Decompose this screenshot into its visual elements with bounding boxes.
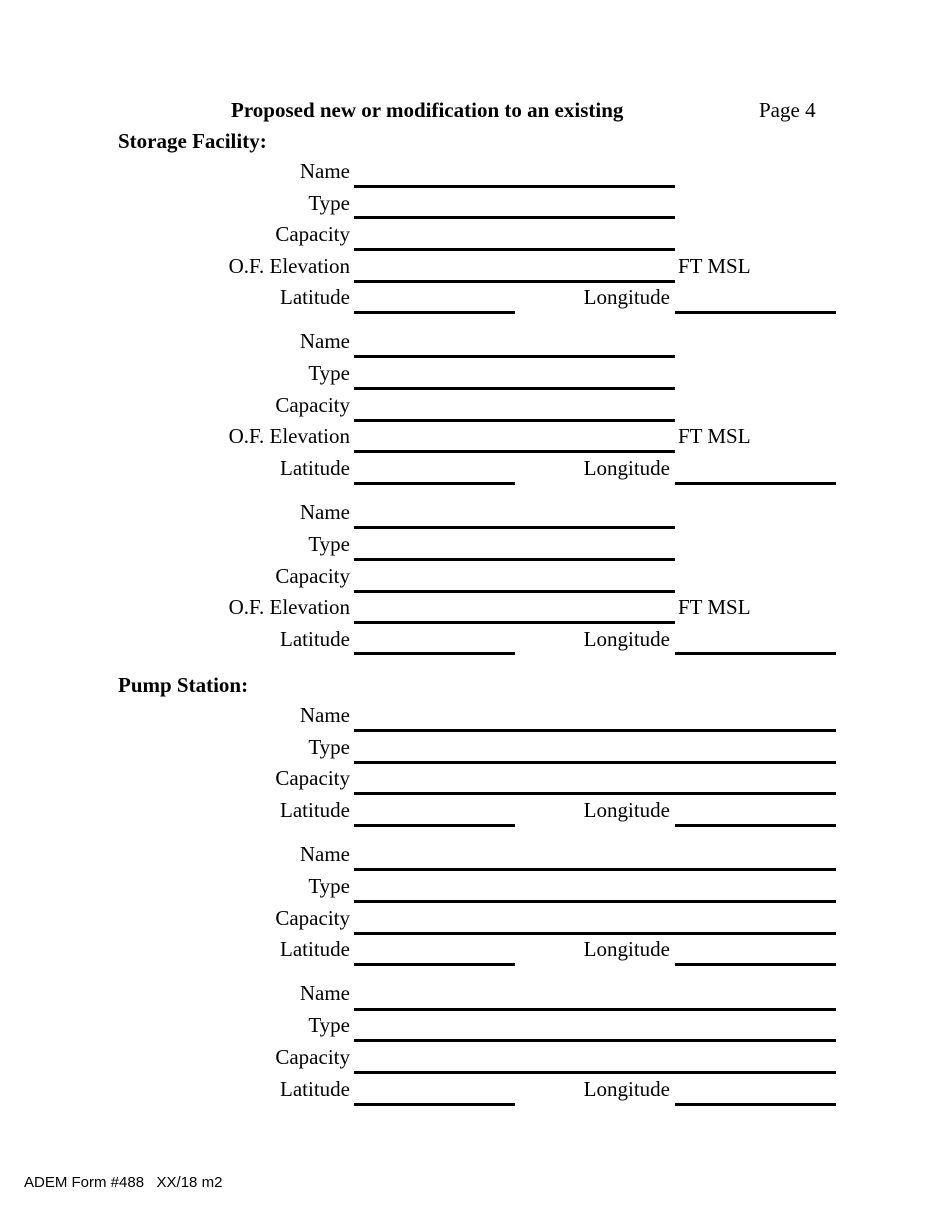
latitude-field[interactable]: [354, 311, 515, 314]
page-number: Page 4: [759, 98, 816, 122]
capacity-label: Capacity: [275, 1045, 350, 1069]
name-label: Name: [299, 159, 350, 183]
latitude-label: Latitude: [280, 937, 350, 961]
ft-msl-unit: FT MSL: [678, 424, 751, 448]
type-field[interactable]: [354, 900, 836, 903]
capacity-label: Capacity: [275, 393, 350, 417]
longitude-label: Longitude: [583, 798, 670, 822]
type-label: Type: [308, 361, 350, 385]
elevation-label: O.F. Elevation: [228, 424, 350, 448]
name-field[interactable]: [354, 526, 675, 529]
name-field[interactable]: [354, 868, 836, 871]
latitude-label: Latitude: [280, 1077, 350, 1101]
type-label: Type: [308, 1013, 350, 1037]
name-label: Name: [299, 842, 350, 866]
type-field[interactable]: [354, 761, 836, 764]
type-field[interactable]: [354, 1039, 836, 1042]
name-label: Name: [299, 703, 350, 727]
capacity-label: Capacity: [275, 222, 350, 246]
capacity-field[interactable]: [354, 248, 675, 251]
elevation-field[interactable]: [354, 450, 675, 453]
type-field[interactable]: [354, 558, 675, 561]
form-title: Proposed new or modification to an existing: [231, 98, 624, 122]
capacity-label: Capacity: [275, 564, 350, 588]
latitude-field[interactable]: [354, 963, 515, 966]
latitude-label: Latitude: [280, 627, 350, 651]
capacity-field[interactable]: [354, 792, 836, 795]
type-label: Type: [308, 735, 350, 759]
ft-msl-unit: FT MSL: [678, 595, 751, 619]
latitude-field[interactable]: [354, 1103, 515, 1106]
storage-facility-heading: Storage Facility:: [118, 129, 267, 153]
latitude-field[interactable]: [354, 482, 515, 485]
longitude-label: Longitude: [583, 456, 670, 480]
type-label: Type: [308, 532, 350, 556]
elevation-field[interactable]: [354, 621, 675, 624]
name-label: Name: [299, 981, 350, 1005]
longitude-field[interactable]: [675, 963, 836, 966]
latitude-field[interactable]: [354, 824, 515, 827]
longitude-field[interactable]: [675, 652, 836, 655]
latitude-label: Latitude: [280, 456, 350, 480]
longitude-label: Longitude: [583, 937, 670, 961]
longitude-field[interactable]: [675, 824, 836, 827]
latitude-label: Latitude: [280, 798, 350, 822]
type-label: Type: [308, 874, 350, 898]
ft-msl-unit: FT MSL: [678, 254, 751, 278]
name-label: Name: [299, 329, 350, 353]
pump-station-heading: Pump Station:: [118, 673, 249, 697]
capacity-label: Capacity: [275, 766, 350, 790]
form-footer: ADEM Form #488 XX/18 m2: [24, 1174, 223, 1191]
elevation-label: O.F. Elevation: [228, 254, 350, 278]
latitude-label: Latitude: [280, 285, 350, 309]
capacity-field[interactable]: [354, 932, 836, 935]
longitude-label: Longitude: [583, 627, 670, 651]
elevation-field[interactable]: [354, 280, 675, 283]
longitude-field[interactable]: [675, 1103, 836, 1106]
capacity-field[interactable]: [354, 1071, 836, 1074]
capacity-field[interactable]: [354, 419, 675, 422]
elevation-label: O.F. Elevation: [228, 595, 350, 619]
name-field[interactable]: [354, 355, 675, 358]
type-field[interactable]: [354, 216, 675, 219]
latitude-field[interactable]: [354, 652, 515, 655]
name-field[interactable]: [354, 185, 675, 188]
capacity-field[interactable]: [354, 590, 675, 593]
capacity-label: Capacity: [275, 906, 350, 930]
longitude-label: Longitude: [583, 285, 670, 309]
name-field[interactable]: [354, 1008, 836, 1011]
type-label: Type: [308, 191, 350, 215]
name-label: Name: [299, 500, 350, 524]
name-field[interactable]: [354, 729, 836, 732]
type-field[interactable]: [354, 387, 675, 390]
longitude-field[interactable]: [675, 311, 836, 314]
longitude-label: Longitude: [583, 1077, 670, 1101]
longitude-field[interactable]: [675, 482, 836, 485]
